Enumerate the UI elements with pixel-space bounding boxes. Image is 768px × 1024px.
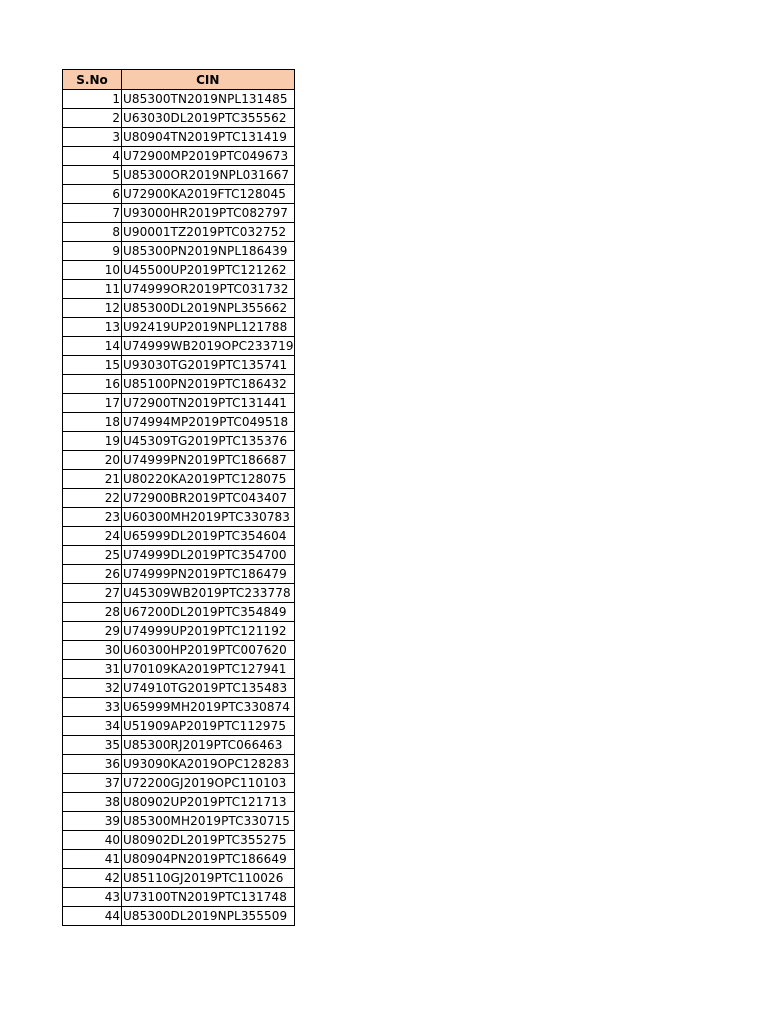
table-row <box>63 337 295 356</box>
row-number-cell: 6 <box>63 185 122 204</box>
cin-cell: U60300MH2019PTC330783 <box>122 508 295 527</box>
cin-cell: U65999DL2019PTC354604 <box>122 527 295 546</box>
cin-cell: U80902UP2019PTC121713 <box>122 793 295 812</box>
table-row <box>63 299 295 318</box>
cin-cell: U85300DL2019NPL355662 <box>122 299 295 318</box>
table-row <box>63 413 295 432</box>
cin-cell: U51909AP2019PTC112975 <box>122 717 295 736</box>
cin-cell: U85100PN2019PTC186432 <box>122 375 295 394</box>
row-number-cell: 13 <box>63 318 122 337</box>
cin-cell: U63030DL2019PTC355562 <box>122 109 295 128</box>
table-row <box>63 717 295 736</box>
row-number-cell: 22 <box>63 489 122 508</box>
row-number-cell: 24 <box>63 527 122 546</box>
table-row <box>63 375 295 394</box>
cin-cell: U93000HR2019PTC082797 <box>122 204 295 223</box>
cin-cell: U74994MP2019PTC049518 <box>122 413 295 432</box>
cin-cell: U90001TZ2019PTC032752 <box>122 223 295 242</box>
table-row <box>63 907 295 926</box>
table-row <box>63 850 295 869</box>
table-row <box>63 736 295 755</box>
cin-cell: U74999WB2019OPC233719 <box>122 337 295 356</box>
row-number-cell: 14 <box>63 337 122 356</box>
cin-cell: U45500UP2019PTC121262 <box>122 261 295 280</box>
cin-cell: U85110GJ2019PTC110026 <box>122 869 295 888</box>
row-number-cell: 40 <box>63 831 122 850</box>
row-number-cell: 31 <box>63 660 122 679</box>
table-row <box>63 565 295 584</box>
table-row <box>63 508 295 527</box>
cin-cell: U85300DL2019NPL355509 <box>122 907 295 926</box>
cin-cell: U72900BR2019PTC043407 <box>122 489 295 508</box>
table-row <box>63 318 295 337</box>
cin-cell: U45309TG2019PTC135376 <box>122 432 295 451</box>
table-row <box>63 394 295 413</box>
table-row <box>63 793 295 812</box>
cin-cell: U74999UP2019PTC121192 <box>122 622 295 641</box>
cin-cell: U73100TN2019PTC131748 <box>122 888 295 907</box>
row-number-cell: 43 <box>63 888 122 907</box>
table-row <box>63 698 295 717</box>
cin-cell: U67200DL2019PTC354849 <box>122 603 295 622</box>
column-header-sno: S.No <box>63 70 122 90</box>
table-row <box>63 622 295 641</box>
row-number-cell: 42 <box>63 869 122 888</box>
cin-cell: U70109KA2019PTC127941 <box>122 660 295 679</box>
table-body <box>63 90 295 926</box>
row-number-cell: 36 <box>63 755 122 774</box>
table-row <box>63 185 295 204</box>
row-number-cell: 34 <box>63 717 122 736</box>
cin-cell: U93030TG2019PTC135741 <box>122 356 295 375</box>
table-row <box>63 812 295 831</box>
row-number-cell: 19 <box>63 432 122 451</box>
row-number-cell: 2 <box>63 109 122 128</box>
table-row <box>63 584 295 603</box>
cin-cell: U85300OR2019NPL031667 <box>122 166 295 185</box>
row-number-cell: 32 <box>63 679 122 698</box>
table-row <box>63 451 295 470</box>
cin-cell: U74999OR2019PTC031732 <box>122 280 295 299</box>
cin-cell: U60300HP2019PTC007620 <box>122 641 295 660</box>
cin-cell: U85300MH2019PTC330715 <box>122 812 295 831</box>
row-number-cell: 18 <box>63 413 122 432</box>
row-number-cell: 41 <box>63 850 122 869</box>
row-number-cell: 3 <box>63 128 122 147</box>
cin-cell: U93090KA2019OPC128283 <box>122 755 295 774</box>
row-number-cell: 33 <box>63 698 122 717</box>
row-number-cell: 4 <box>63 147 122 166</box>
row-number-cell: 23 <box>63 508 122 527</box>
row-number-cell: 39 <box>63 812 122 831</box>
cin-cell: U80904PN2019PTC186649 <box>122 850 295 869</box>
table-row <box>63 831 295 850</box>
table-row <box>63 470 295 489</box>
column-header-cin: CIN <box>122 70 295 90</box>
table-row <box>63 109 295 128</box>
cin-cell: U74999PN2019PTC186687 <box>122 451 295 470</box>
cin-cell: U72900TN2019PTC131441 <box>122 394 295 413</box>
cin-cell: U72900KA2019FTC128045 <box>122 185 295 204</box>
row-number-cell: 27 <box>63 584 122 603</box>
row-number-cell: 29 <box>63 622 122 641</box>
table-row <box>63 147 295 166</box>
row-number-cell: 26 <box>63 565 122 584</box>
table-row <box>63 489 295 508</box>
cin-cell: U65999MH2019PTC330874 <box>122 698 295 717</box>
table-row <box>63 527 295 546</box>
cin-cell: U85300TN2019NPL131485 <box>122 90 295 109</box>
row-number-cell: 17 <box>63 394 122 413</box>
row-number-cell: 1 <box>63 90 122 109</box>
table-row <box>63 280 295 299</box>
cin-cell: U74999DL2019PTC354700 <box>122 546 295 565</box>
row-number-cell: 30 <box>63 641 122 660</box>
row-number-cell: 11 <box>63 280 122 299</box>
cin-table <box>62 69 295 926</box>
cin-cell: U45309WB2019PTC233778 <box>122 584 295 603</box>
row-number-cell: 9 <box>63 242 122 261</box>
table-row <box>63 128 295 147</box>
row-number-cell: 37 <box>63 774 122 793</box>
row-number-cell: 35 <box>63 736 122 755</box>
cin-cell: U80902DL2019PTC355275 <box>122 831 295 850</box>
table-row <box>63 261 295 280</box>
table-row <box>63 869 295 888</box>
row-number-cell: 25 <box>63 546 122 565</box>
row-number-cell: 7 <box>63 204 122 223</box>
table-row <box>63 660 295 679</box>
cin-cell: U72200GJ2019OPC110103 <box>122 774 295 793</box>
table-row <box>63 641 295 660</box>
table-row <box>63 90 295 109</box>
cin-cell: U74910TG2019PTC135483 <box>122 679 295 698</box>
row-number-cell: 10 <box>63 261 122 280</box>
cin-cell: U85300PN2019NPL186439 <box>122 242 295 261</box>
table-row <box>63 356 295 375</box>
table-row <box>63 223 295 242</box>
table-row <box>63 603 295 622</box>
table-row <box>63 755 295 774</box>
table-row <box>63 546 295 565</box>
row-number-cell: 12 <box>63 299 122 318</box>
row-number-cell: 20 <box>63 451 122 470</box>
cin-cell: U80220KA2019PTC128075 <box>122 470 295 489</box>
table-row <box>63 432 295 451</box>
row-number-cell: 16 <box>63 375 122 394</box>
table-row <box>63 774 295 793</box>
row-number-cell: 15 <box>63 356 122 375</box>
row-number-cell: 38 <box>63 793 122 812</box>
cin-cell: U92419UP2019NPL121788 <box>122 318 295 337</box>
table-row <box>63 204 295 223</box>
table-row <box>63 166 295 185</box>
header-row <box>63 70 295 90</box>
cin-cell: U80904TN2019PTC131419 <box>122 128 295 147</box>
table-row <box>63 888 295 907</box>
cin-cell: U85300RJ2019PTC066463 <box>122 736 295 755</box>
cin-cell: U72900MP2019PTC049673 <box>122 147 295 166</box>
row-number-cell: 5 <box>63 166 122 185</box>
row-number-cell: 28 <box>63 603 122 622</box>
table-row <box>63 679 295 698</box>
row-number-cell: 8 <box>63 223 122 242</box>
cin-cell: U74999PN2019PTC186479 <box>122 565 295 584</box>
row-number-cell: 21 <box>63 470 122 489</box>
table-row <box>63 242 295 261</box>
row-number-cell: 44 <box>63 907 122 926</box>
